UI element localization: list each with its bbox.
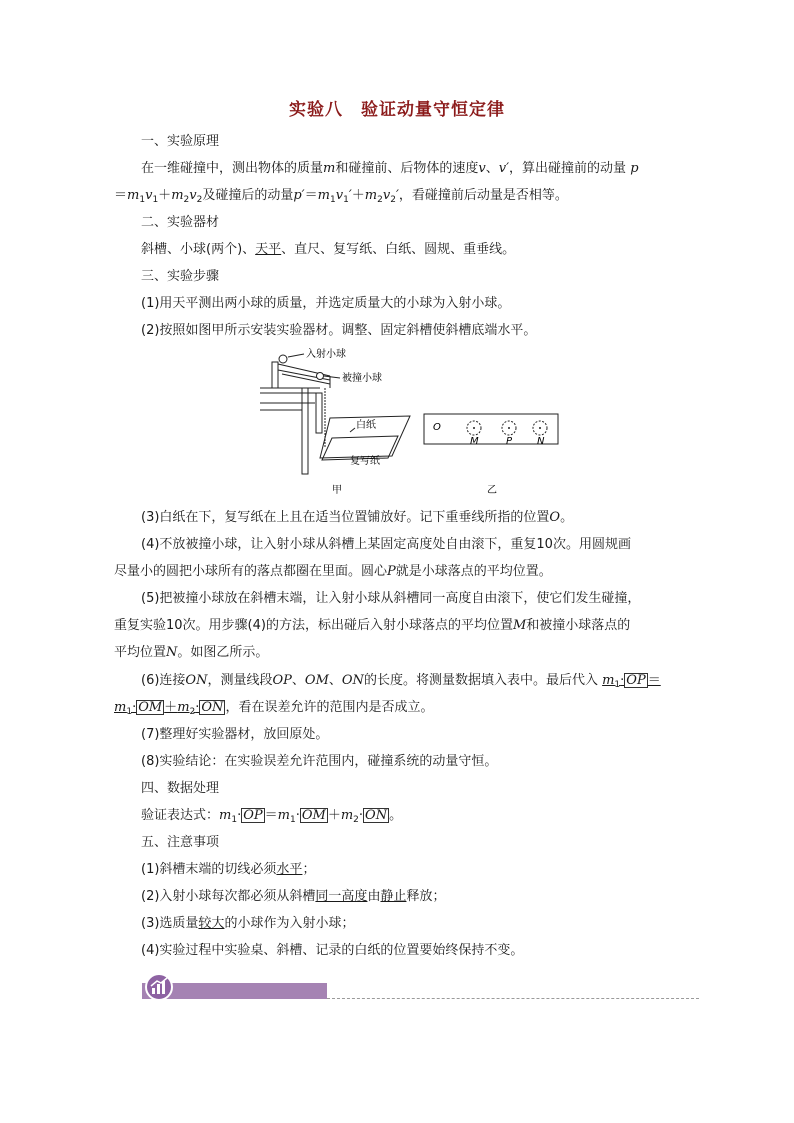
label-target-ball: 被撞小球 [342, 373, 382, 384]
label-white-paper: 白纸 [356, 420, 376, 431]
section-heading-data: 四、数据处理 [141, 781, 220, 796]
note-4: (4)实验过程中实验桌、斜槽、记录的白纸的位置要始终保持不变。 [141, 943, 524, 958]
step-5-line-2: 重复实验10次。用步骤(4)的方法，标出碰后入射小球落点的平均位置M和被撞小球落点的 [114, 618, 631, 633]
step-5-line-1: (5)把被撞小球放在斜槽末端，让入射小球从斜槽同一高度自由滚下，使它们发生碰撞， [141, 591, 641, 606]
equipment-list: 斜槽、小球(两个)、天平、直尺、复写纸、白纸、圆规、重垂线。 [141, 242, 516, 257]
chart-badge-icon [144, 972, 174, 1002]
label-carbon-paper: 复写纸 [350, 456, 380, 467]
step-3: (3)白纸在下，复写纸在上且在适当位置铺放好。记下重垂线所指的位置O。 [141, 510, 574, 525]
step-4-line-2: 尽量小的圆把小球所有的落点都圈在里面。圆心P就是小球落点的平均位置。 [114, 564, 552, 579]
step-4-line-1: (4)不放被撞小球，让入射小球从斜槽上某固定高度处自由滚下，重复10次。用圆规画 [141, 537, 631, 552]
step-5-line-3: 平均位置N。如图乙所示。 [114, 645, 269, 660]
step-7: (7)整理好实验器材，放回原处。 [141, 727, 329, 742]
label-incident-ball: 入射小球 [306, 349, 346, 360]
page-title [0, 95, 794, 120]
caption-yi: 乙 [487, 485, 497, 496]
step-6-line-1: (6)连接ON，测量线段OP、OM、ON的长度。将测量数据填入表中。最后代入 $m_1\cdot$ OP ＝ [141, 673, 661, 690]
section-heading-steps: 三、实验步骤 [141, 269, 220, 284]
step-1: (1)用天平测出两小球的质量，并选定质量大的小球为入射小球。 [141, 296, 511, 311]
point-P: P [506, 436, 513, 447]
principle-line-1: 在一维碰撞中，测出物体的质量m和碰撞前、后物体的速度v、v′，算出碰撞前的动量 p [141, 161, 639, 176]
apparatus-figure [260, 348, 570, 500]
verification-formula: 验证表达式：$m_1\cdot$ OP $=m_1\cdot$ OM $+m_2\cdot$ ON 。 [141, 808, 403, 825]
section-heading-notes: 五、注意事项 [141, 835, 220, 850]
section-heading-equipment: 二、实验器材 [141, 215, 220, 230]
note-1: (1)斜槽末端的切线必须水平； [141, 862, 316, 877]
point-M: M [470, 436, 479, 447]
figure-svg [260, 348, 570, 500]
principle-line-2: $=m_1v_1+m_2v_2$及碰撞后的动量$p'=m_1v_1'+m_2v_2'$，看碰撞前后动量是否相等。 [114, 188, 568, 205]
point-O: O [433, 422, 441, 433]
step-6-line-2: $m_1\cdot$ OM $+m_2\cdot$ ON ，看在误差允许的范围内是否成立。 [114, 700, 434, 717]
step-8: (8)实验结论：在实验误差允许范围内，碰撞系统的动量守恒。 [141, 754, 498, 769]
title-main: 实验八 [289, 100, 343, 120]
title-sub: 验证动量守恒定律 [361, 100, 505, 120]
section-banner-dashline [327, 998, 699, 999]
step-2: (2)按照如图甲所示安装实验器材。调整、固定斜槽使斜槽底端水平。 [141, 323, 537, 338]
note-3: (3)选质量较大的小球作为入射小球； [141, 916, 355, 931]
caption-jia: 甲 [332, 485, 342, 496]
note-2: (2)入射小球每次都必须从斜槽同一高度由静止释放； [141, 889, 446, 904]
section-heading-principle: 一、实验原理 [141, 134, 220, 149]
point-N: N [537, 436, 545, 447]
